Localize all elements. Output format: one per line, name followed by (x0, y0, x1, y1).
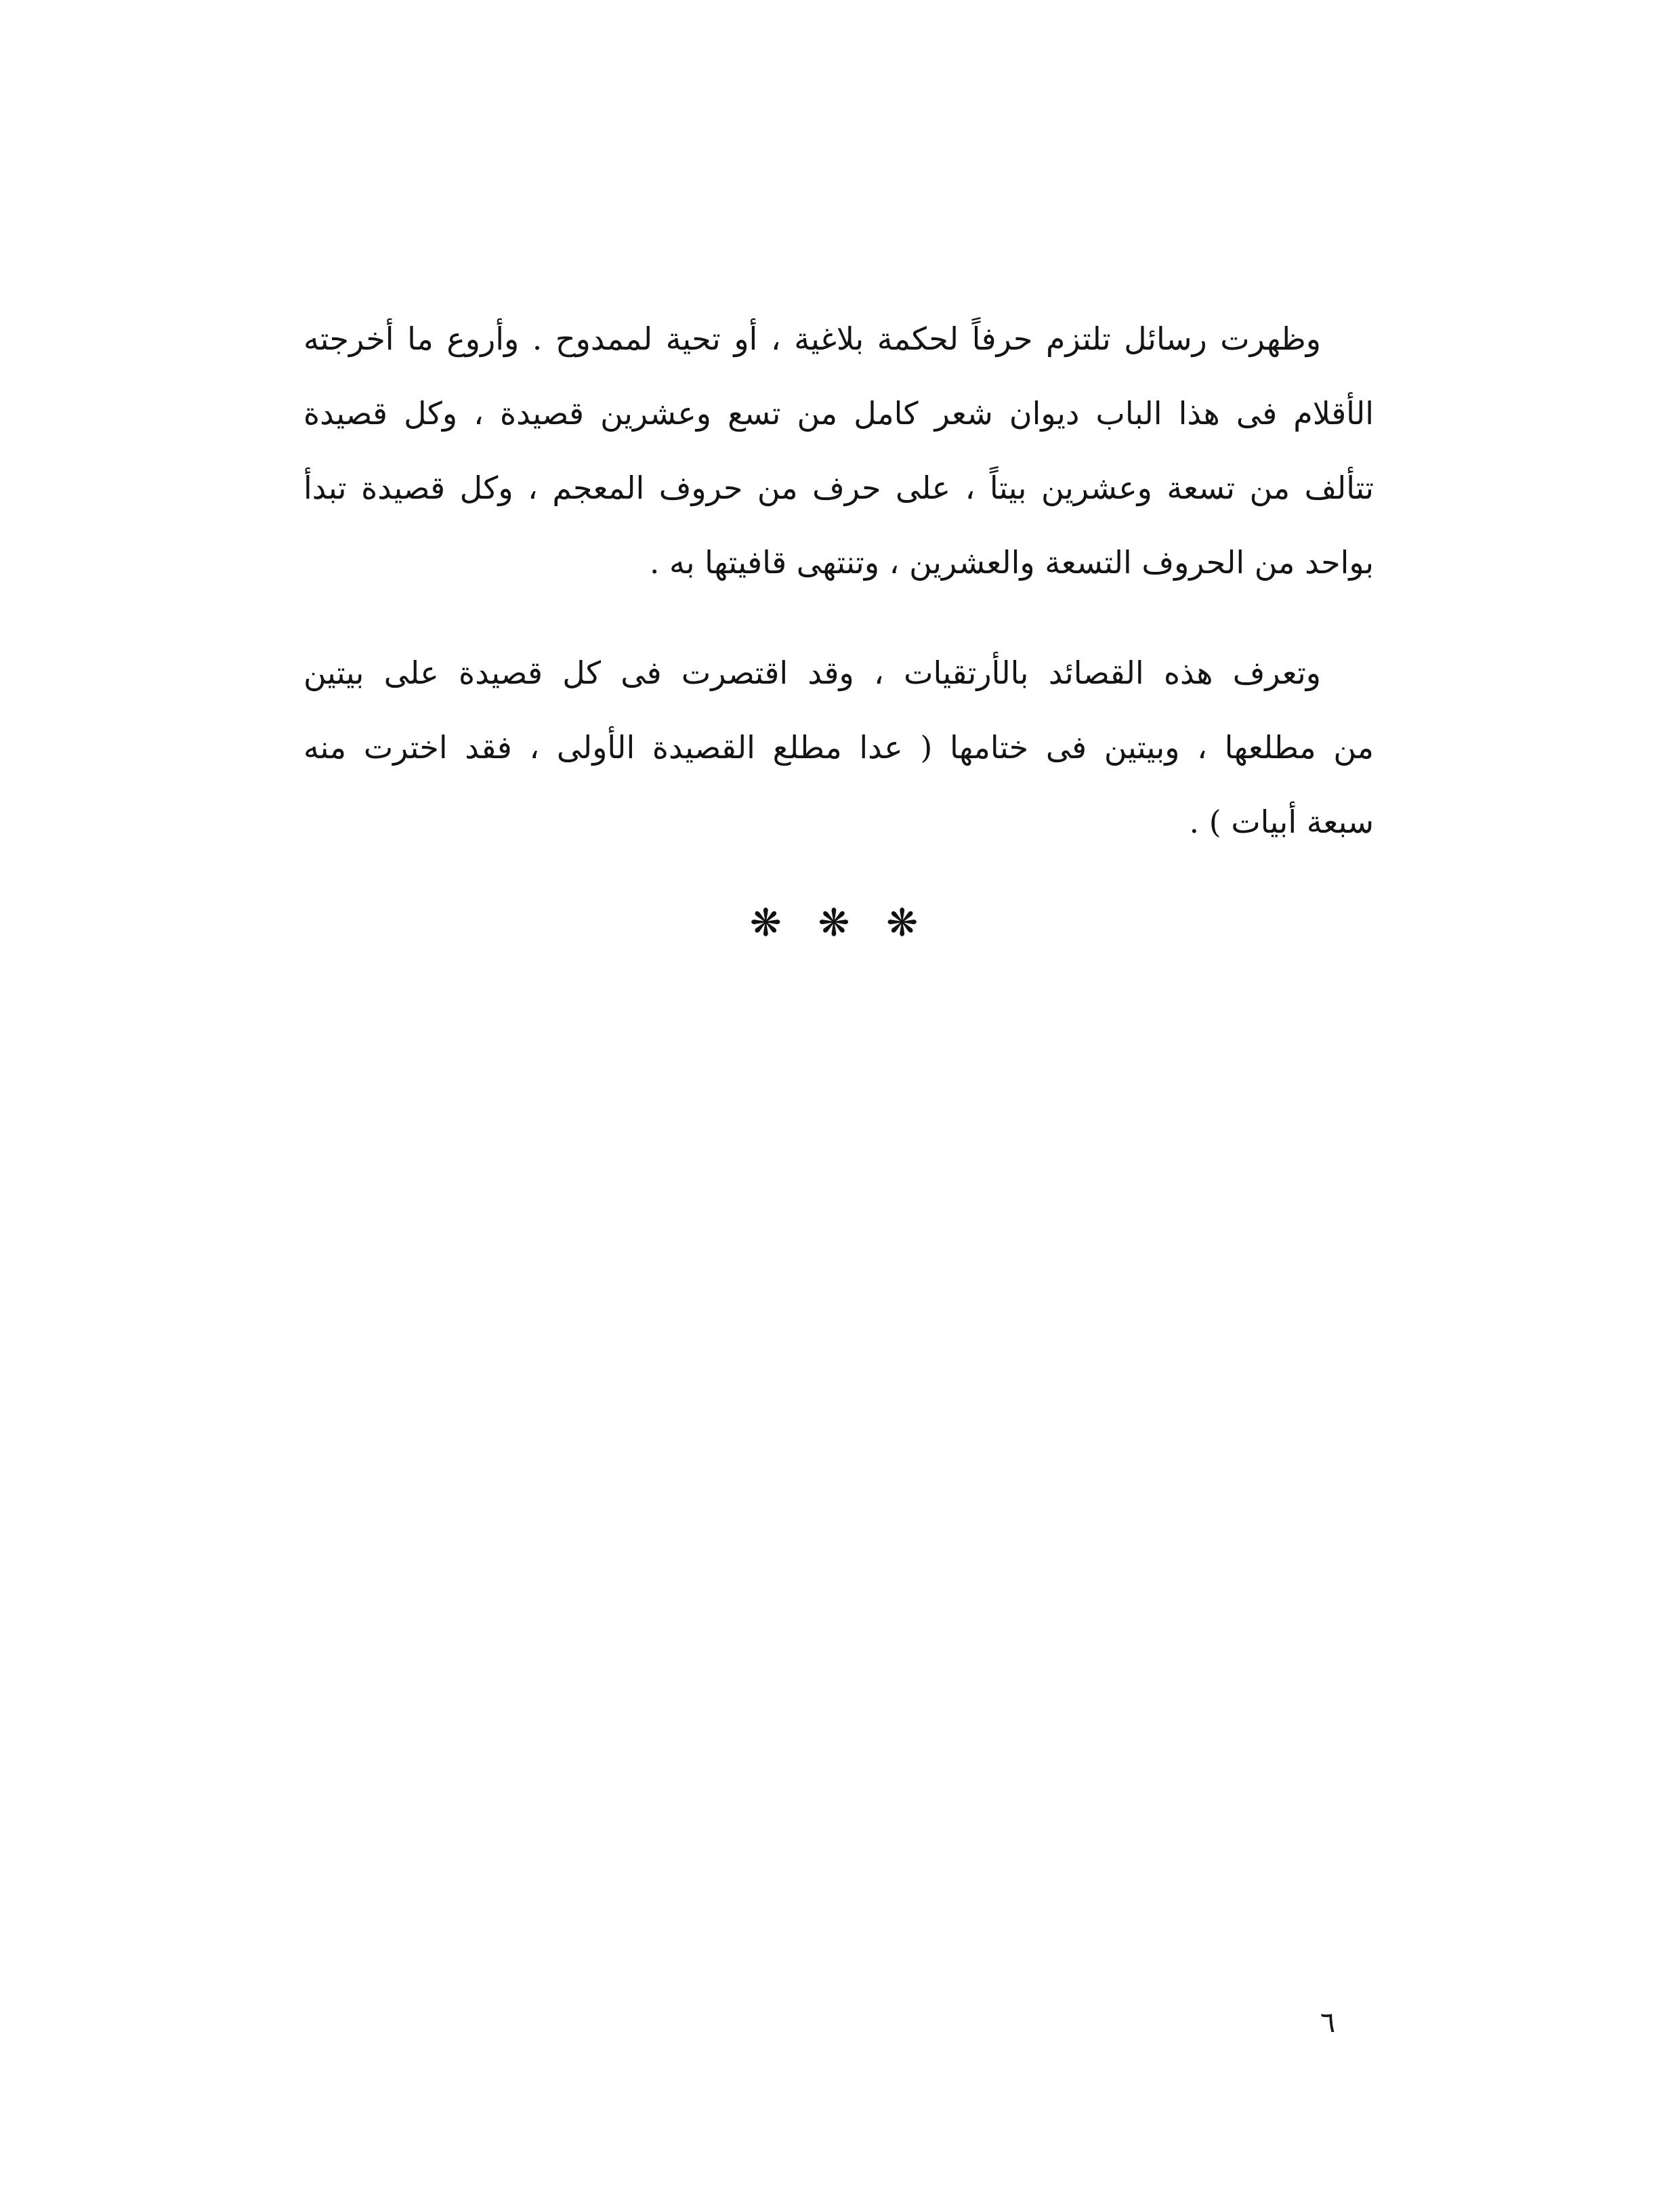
paragraph-line: وتعرف هذه القصائد بالأرتقيات ، وقد اقتصرت فى كل قصيدة على بيتين (303, 655, 1321, 691)
paragraph-line: تتألف من تسعة وعشرين بيتاً ، على حرف من حروف المعجم ، وكل قصيدة تبدأ (303, 470, 1374, 506)
page-number: ٦ (1320, 2006, 1336, 2039)
paragraph-line: سبعة أبيات ) . (1189, 804, 1374, 840)
paragraph-line: من مطلعها ، وبيتين فى ختامها ( عدا مطلع القصيدة الأولى ، فقد اخترت منه (303, 729, 1374, 766)
paragraph-line: الأقلام فى هذا الباب ديوان شعر كامل من تسع وعشرين قصيدة ، وكل قصيدة (303, 395, 1374, 432)
paragraph-2 (303, 636, 1374, 859)
paragraph-line: وظهرت رسائل تلتزم حرفاً لحكمة بلاغية ، أو تحية لممدوح . وأروع ما أخرجته (303, 320, 1321, 357)
section-separator: ❋ ❋ ❋ (749, 901, 931, 945)
paragraph-1 (303, 302, 1374, 600)
paragraph-line: بواحد من الحروف التسعة والعشرين ، وتنتهى قافيتها به . (649, 544, 1374, 581)
